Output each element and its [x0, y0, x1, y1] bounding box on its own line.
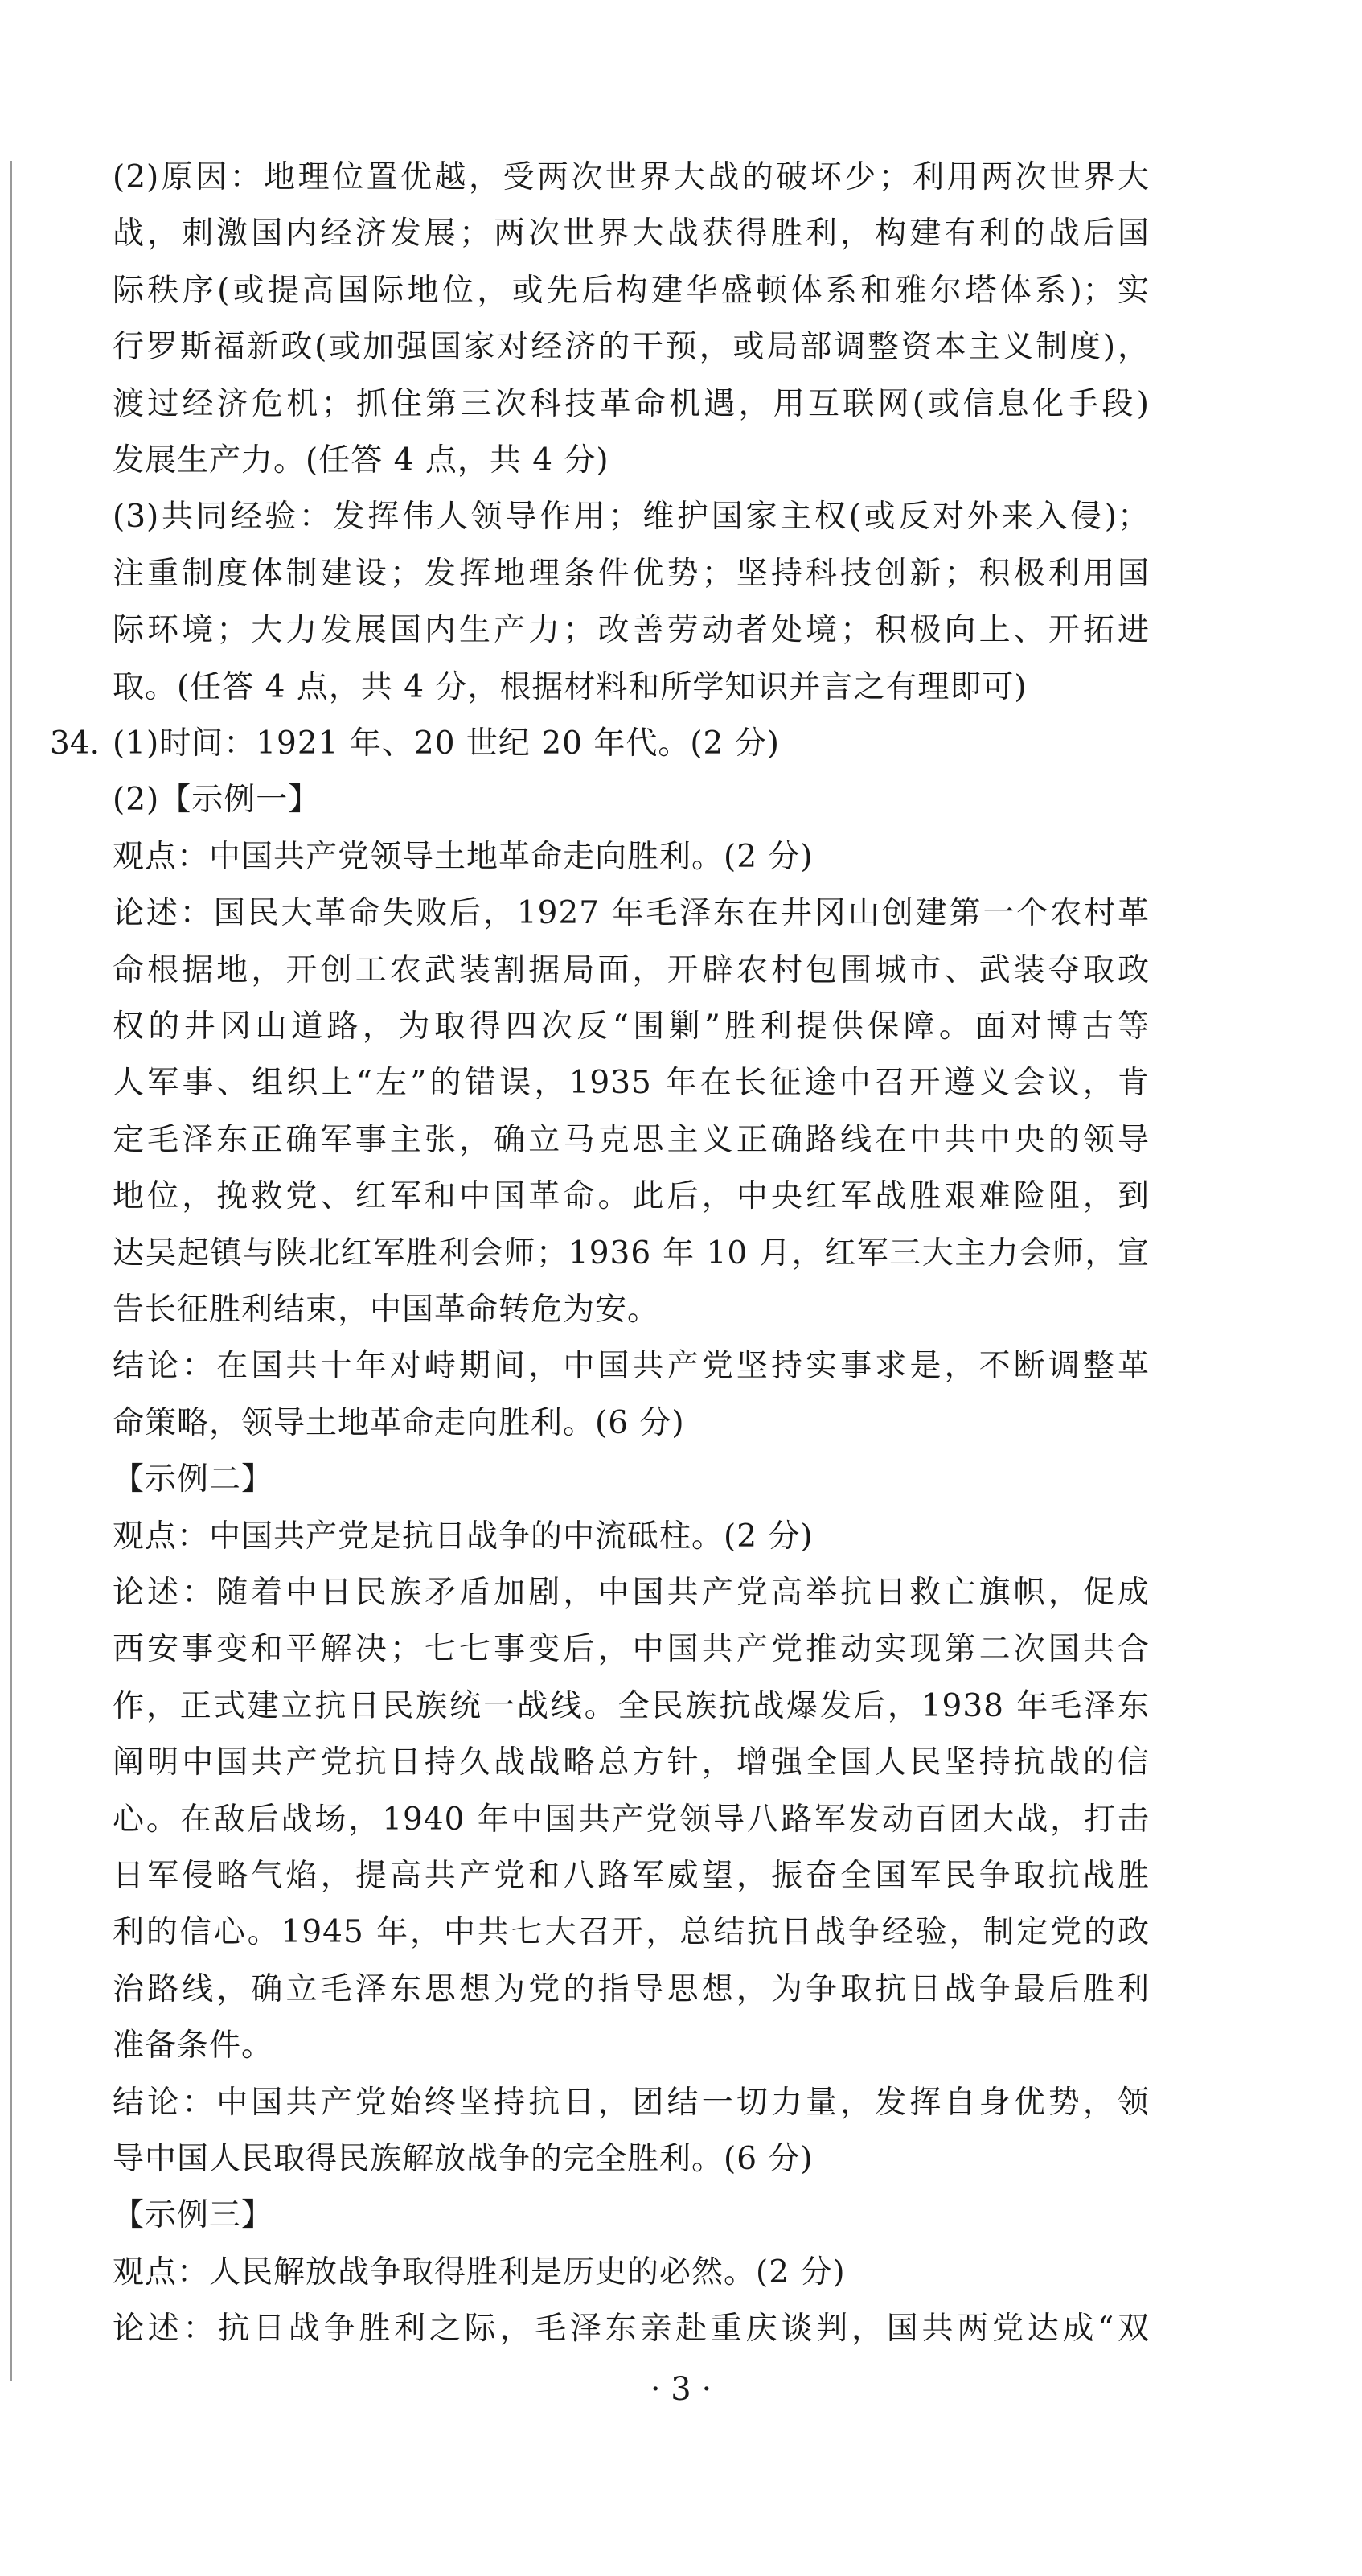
page-number: · 3 · — [650, 2371, 712, 2408]
text-line: 西安事变和平解决；七七事变后，中国共产党推动实现第二次国共合 — [113, 1631, 1150, 1667]
text-line: 发展生产力。(任答 4 点，共 4 分) — [113, 442, 609, 479]
text-line: 准备条件。 — [113, 2028, 274, 2064]
text-line: 权的井冈山道路，为取得四次反“围剿”胜利提供保障。面对博古等 — [113, 1009, 1150, 1045]
text-line: 定毛泽东正确军事主张，确立马克思主义正确路线在中共中央的领导 — [113, 1122, 1150, 1158]
text-line: 渡过经济危机；抓住第三次科技革命机遇，用互联网(或信息化手段) — [113, 386, 1150, 422]
text-line: 观点：中国共产党是抗日战争的中流砥柱。(2 分) — [113, 1518, 814, 1555]
text-line: 【示例三】 — [113, 2197, 274, 2233]
text-line: 达吴起镇与陕北红军胜利会师；1936 年 10 月，红军三大主力会师，宣 — [113, 1235, 1150, 1272]
text-line: 观点：中国共产党领导土地革命走向胜利。(2 分) — [113, 839, 814, 875]
text-line: 利的信心。1945 年，中共七大召开，总结抗日战争经验，制定党的政 — [113, 1914, 1150, 1950]
text-line: 阐明中国共产党抗日持久战战略总方针，增强全国人民坚持抗战的信 — [113, 1744, 1150, 1781]
text-line: (2)【示例一】 — [113, 782, 321, 818]
text-line: 际环境；大力发展国内生产力；改善劳动者处境；积极向上、开拓进 — [113, 612, 1150, 648]
text-line: 地位，挽救党、红军和中国革命。此后，中央红军战胜艰难险阻，到 — [113, 1178, 1150, 1214]
text-line: 作，正式建立抗日民族统一战线。全民族抗战爆发后，1938 年毛泽东 — [113, 1688, 1150, 1724]
question-number: 34. — [50, 725, 101, 762]
text-line: (1)时间：1921 年、20 世纪 20 年代。(2 分) — [113, 725, 780, 762]
text-line: 导中国人民取得民族解放战争的完全胜利。(6 分) — [113, 2141, 814, 2177]
text-line: 际秩序(或提高国际地位，或先后构建华盛顿体系和雅尔塔体系)；实 — [113, 273, 1150, 309]
text-line: 战，刺激国内经济发展；两次世界大战获得胜利，构建有利的战后国 — [113, 216, 1150, 252]
text-line: 命策略，领导土地革命走向胜利。(6 分) — [113, 1405, 685, 1441]
text-line: 论述：国民大革命失败后，1927 年毛泽东在井冈山创建第一个农村革 — [113, 895, 1150, 931]
text-line: 行罗斯福新政(或加强国家对经济的干预，或局部调整资本主义制度)， — [113, 329, 1150, 365]
text-line: 论述：抗日战争胜利之际，毛泽东亲赴重庆谈判，国共两党达成“双 — [113, 2311, 1150, 2347]
text-line: 命根据地，开创工农武装割据局面，开辟农村包围城市、武装夺取政 — [113, 952, 1150, 988]
text-line: 观点：人民解放战争取得胜利是历史的必然。(2 分) — [113, 2254, 846, 2290]
text-line: 告长征胜利结束，中国革命转危为安。 — [113, 1292, 660, 1328]
text-line: 注重制度体制建设；发挥地理条件优势；坚持科技创新；积极利用国 — [113, 556, 1150, 592]
text-line: 结论：在国共十年对峙期间，中国共产党坚持实事求是，不断调整革 — [113, 1348, 1150, 1384]
text-line: 人军事、组织上“左”的错误，1935 年在长征途中召开遵义会议，肯 — [113, 1065, 1150, 1101]
text-line: 结论：中国共产党始终坚持抗日，团结一切力量，发挥自身优势，领 — [113, 2085, 1150, 2121]
text-line: (3)共同经验：发挥伟人领导作用；维护国家主权(或反对外来入侵)； — [113, 499, 1150, 535]
text-line: 论述：随着中日民族矛盾加剧，中国共产党高举抗日救亡旗帜，促成 — [113, 1575, 1150, 1611]
text-line: 心。在敌后战场，1940 年中国共产党领导八路军发动百团大战，打击 — [113, 1802, 1150, 1838]
text-line: 取。(任答 4 点，共 4 分，根据材料和所学知识并言之有理即可) — [113, 669, 1028, 705]
text-line: 【示例二】 — [113, 1461, 274, 1498]
text-line: (2)原因：地理位置优越，受两次世界大战的破坏少；利用两次世界大 — [113, 159, 1150, 195]
text-line: 日军侵略气焰，提高共产党和八路军威望，振奋全国军民争取抗战胜 — [113, 1858, 1150, 1894]
left-margin-rule — [10, 161, 12, 2381]
text-line: 治路线，确立毛泽东思想为党的指导思想，为争取抗日战争最后胜利 — [113, 1971, 1150, 2007]
